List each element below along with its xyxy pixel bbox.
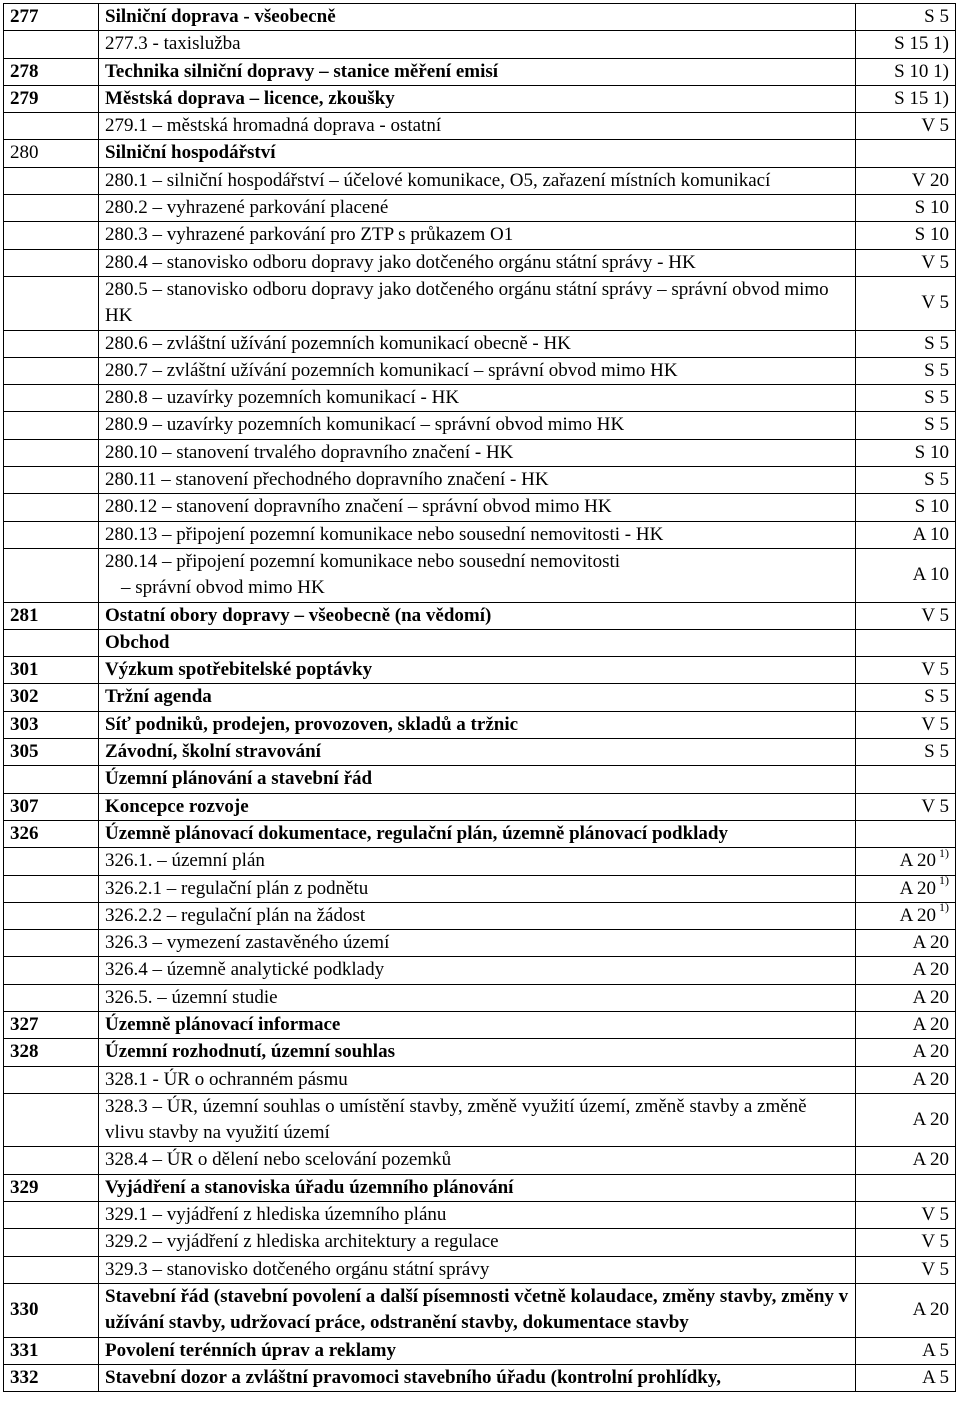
row-description: 280.11 – stanovení přechodného dopravního značení - HK <box>99 467 856 494</box>
retention-mark-text: S 5 <box>924 6 949 27</box>
retention-mark-text: A 20 <box>899 850 936 872</box>
row-description: 329.1 – vyjádření z hlediska územního plánu <box>99 1202 856 1229</box>
table-row <box>4 657 956 684</box>
row-description: 279.1 – městská hromadná doprava - ostatní <box>99 113 856 140</box>
table-row <box>4 113 956 140</box>
row-code <box>4 930 99 957</box>
table-row <box>4 249 956 276</box>
row-code <box>4 385 99 412</box>
retention-mark-text: S 5 <box>924 414 949 436</box>
row-description: 280.10 – stanovení trvalého dopravního značení - HK <box>99 439 856 466</box>
row-description: 280.3 – vyhrazené parkování pro ZTP s průkazem O1 <box>99 222 856 249</box>
row-retention-mark <box>856 1256 956 1283</box>
retention-mark-text: S 15 1) <box>894 33 949 55</box>
row-description: Vyjádření a stanoviska úřadu územního plánování <box>99 1174 856 1201</box>
row-code <box>4 1147 99 1174</box>
retention-mark-text: A 20 <box>912 1109 949 1131</box>
footnote-marker: 1) <box>936 902 949 915</box>
row-description: Obchod <box>99 629 856 656</box>
row-code <box>4 167 99 194</box>
row-code: 279 <box>4 85 99 112</box>
retention-mark-text: V 5 <box>921 292 949 314</box>
retention-mark-text: V 5 <box>921 795 949 817</box>
table-row <box>4 1039 956 1066</box>
retention-mark-text: S 15 1) <box>894 87 949 109</box>
table-row <box>4 793 956 820</box>
row-retention-mark <box>856 984 956 1011</box>
row-retention-mark <box>856 548 956 602</box>
table-row <box>4 820 956 847</box>
retention-mark-text: V 5 <box>921 713 949 735</box>
row-description: 280.9 – uzavírky pozemních komunikací – správní obvod mimo HK <box>99 412 856 439</box>
table-row <box>4 766 956 793</box>
row-retention-mark <box>856 113 956 140</box>
row-description: Tržní agenda <box>99 684 856 711</box>
filing-plan-table <box>3 3 956 1392</box>
row-description: 326.5. – územní studie <box>99 984 856 1011</box>
table-row <box>4 195 956 222</box>
row-code <box>4 984 99 1011</box>
row-code: 303 <box>4 711 99 738</box>
row-description: 280.1 – silniční hospodářství – účelové komunikace, O5, zařazení místních komunikací <box>99 167 856 194</box>
row-retention-mark <box>856 521 956 548</box>
row-code: 307 <box>4 793 99 820</box>
retention-mark-text: A 10 <box>912 523 949 545</box>
retention-mark-text: A 20 <box>912 986 949 1008</box>
table-row <box>4 276 956 330</box>
row-retention-mark <box>856 357 956 384</box>
row-description: 280.7 – zvláštní užívání pozemních komunikací – správní obvod mimo HK <box>99 357 856 384</box>
row-retention-mark <box>856 1011 956 1038</box>
retention-mark-text: S 10 <box>914 441 949 463</box>
row-code <box>4 222 99 249</box>
row-description: Technika silniční dopravy – stanice měření emisí <box>99 58 856 85</box>
row-code: 281 <box>4 602 99 629</box>
row-retention-mark <box>856 957 956 984</box>
row-description: Městská doprava – licence, zkoušky <box>99 85 856 112</box>
row-description: 280.13 – připojení pozemní komunikace nebo sousední nemovitosti - HK <box>99 521 856 548</box>
table-row <box>4 1364 956 1391</box>
row-description: Územně plánovací dokumentace, regulační plán, územně plánovací podklady <box>99 820 856 847</box>
row-retention-mark <box>856 31 956 58</box>
row-description: 277.3 - taxislužba <box>99 31 856 58</box>
retention-mark-text: V 20 <box>911 169 949 191</box>
table-row <box>4 875 956 902</box>
row-code <box>4 548 99 602</box>
row-code: 332 <box>4 1364 99 1391</box>
table-row <box>4 1202 956 1229</box>
row-description: Silniční doprava - všeobecně <box>99 4 856 31</box>
row-retention-mark <box>856 629 956 656</box>
row-code <box>4 1256 99 1283</box>
footnote-marker: 1) <box>936 847 949 860</box>
row-code <box>4 412 99 439</box>
row-description: 326.4 – územně analytické podklady <box>99 957 856 984</box>
retention-mark-text: A 20 <box>899 904 936 926</box>
row-retention-mark <box>856 140 956 167</box>
row-retention-mark <box>856 467 956 494</box>
row-description <box>99 548 856 602</box>
row-code <box>4 875 99 902</box>
table-row <box>4 439 956 466</box>
row-code <box>4 1229 99 1256</box>
table-row <box>4 1066 956 1093</box>
row-retention-mark <box>856 1066 956 1093</box>
table-row <box>4 902 956 929</box>
row-code: 305 <box>4 739 99 766</box>
row-code: 278 <box>4 58 99 85</box>
row-code <box>4 1202 99 1229</box>
table-row <box>4 548 956 602</box>
row-code: 329 <box>4 1174 99 1201</box>
retention-mark-text: V 5 <box>921 1231 949 1253</box>
row-retention-mark <box>856 1039 956 1066</box>
row-retention-mark <box>856 1337 956 1364</box>
row-retention-mark <box>856 195 956 222</box>
retention-mark-text: A 20 <box>912 932 949 954</box>
row-description: 326.3 – vymezení zastavěného území <box>99 930 856 957</box>
row-code <box>4 957 99 984</box>
retention-mark-text: V 5 <box>921 604 949 626</box>
row-description: 329.2 – vyjádření z hlediska architektury a regulace <box>99 1229 856 1256</box>
table-row <box>4 1256 956 1283</box>
table-row <box>4 1093 956 1147</box>
row-description: 326.1. – územní plán <box>99 848 856 875</box>
row-description: 328.3 – ÚR, územní souhlas o umístění stavby, změně využití území, změně stavby a změně vlivu stavby na využití území <box>99 1093 856 1147</box>
retention-mark-text: A 10 <box>912 564 949 586</box>
row-description: 329.3 – stanovisko dotčeného orgánu státní správy <box>99 1256 856 1283</box>
row-code <box>4 494 99 521</box>
row-description: Stavební řád (stavební povolení a další písemnosti včetně kolaudace, změny stavby, změny v užívání stavby, udržovací práce, odstranění stavby, dokumentace stavby <box>99 1283 856 1337</box>
row-description: 280.5 – stanovisko odboru dopravy jako dotčeného orgánu státní správy – správní obvod mimo HK <box>99 276 856 330</box>
table-row <box>4 629 956 656</box>
row-retention-mark <box>856 1093 956 1147</box>
row-retention-mark <box>856 902 956 929</box>
retention-mark-text: A 20 <box>912 1041 949 1063</box>
retention-mark-text: V 5 <box>921 251 949 273</box>
row-code <box>4 249 99 276</box>
table-row <box>4 930 956 957</box>
row-retention-mark <box>856 412 956 439</box>
row-description: Územní plánování a stavební řád <box>99 766 856 793</box>
row-retention-mark <box>856 1283 956 1337</box>
row-code <box>4 276 99 330</box>
retention-mark-text: S 5 <box>924 469 949 491</box>
row-code <box>4 439 99 466</box>
row-retention-mark <box>856 85 956 112</box>
row-retention-mark <box>856 439 956 466</box>
retention-mark-text: S 10 1) <box>894 60 949 82</box>
row-code <box>4 629 99 656</box>
table-row <box>4 1147 956 1174</box>
row-retention-mark <box>856 657 956 684</box>
row-code: 328 <box>4 1039 99 1066</box>
row-code <box>4 113 99 140</box>
retention-mark-text: A 20 <box>912 1013 949 1035</box>
row-code <box>4 1066 99 1093</box>
table-row <box>4 58 956 85</box>
table-row <box>4 140 956 167</box>
row-retention-mark <box>856 766 956 793</box>
row-retention-mark <box>856 1364 956 1391</box>
retention-mark-text: S 10 <box>914 496 949 518</box>
table-row <box>4 330 956 357</box>
table-row <box>4 1011 956 1038</box>
table-row <box>4 31 956 58</box>
row-code <box>4 1093 99 1147</box>
row-retention-mark <box>856 1229 956 1256</box>
row-retention-mark <box>856 1174 956 1201</box>
table-row <box>4 739 956 766</box>
row-code: 326 <box>4 820 99 847</box>
row-retention-mark <box>856 930 956 957</box>
table-row <box>4 357 956 384</box>
table-row <box>4 602 956 629</box>
row-retention-mark <box>856 58 956 85</box>
row-description: Územní rozhodnutí, územní souhlas <box>99 1039 856 1066</box>
row-description: 328.4 – ÚR o dělení nebo scelování pozemků <box>99 1147 856 1174</box>
row-retention-mark <box>856 739 956 766</box>
row-description: 280.8 – uzavírky pozemních komunikací - HK <box>99 385 856 412</box>
row-retention-mark <box>856 167 956 194</box>
table-row <box>4 222 956 249</box>
row-retention-mark <box>856 1147 956 1174</box>
table-row <box>4 848 956 875</box>
row-retention-mark <box>856 330 956 357</box>
retention-mark-text: S 5 <box>924 741 949 763</box>
table-row <box>4 85 956 112</box>
retention-mark-text: S 5 <box>924 387 949 409</box>
row-description: 326.2.2 – regulační plán na žádost <box>99 902 856 929</box>
retention-mark-text: A 20 <box>912 1149 949 1171</box>
row-retention-mark <box>856 276 956 330</box>
table-row <box>4 1229 956 1256</box>
table-row <box>4 1174 956 1201</box>
row-code: 327 <box>4 1011 99 1038</box>
row-description-line1: 280.14 – připojení pozemní komunikace nebo sousední nemovitosti <box>105 550 621 572</box>
table-row <box>4 957 956 984</box>
retention-mark-text: V 5 <box>921 115 949 137</box>
retention-mark-text: V 5 <box>921 1258 949 1280</box>
row-description: Koncepce rozvoje <box>99 793 856 820</box>
row-description: Ostatní obory dopravy – všeobecně (na vědomí) <box>99 602 856 629</box>
row-retention-mark <box>856 848 956 875</box>
row-description: Povolení terénních úprav a reklamy <box>99 1337 856 1364</box>
row-code <box>4 357 99 384</box>
retention-mark-text: A 20 <box>912 959 949 981</box>
row-retention-mark <box>856 875 956 902</box>
table-body <box>4 4 956 1392</box>
row-code <box>4 848 99 875</box>
table-row <box>4 467 956 494</box>
row-retention-mark <box>856 793 956 820</box>
row-description: 328.1 - ÚR o ochranném pásmu <box>99 1066 856 1093</box>
table-row <box>4 521 956 548</box>
row-description: 280.6 – zvláštní užívání pozemních komunikací obecně - HK <box>99 330 856 357</box>
table-row <box>4 1337 956 1364</box>
retention-mark-text: A 20 <box>899 877 936 899</box>
retention-mark-text: S 5 <box>924 332 949 354</box>
row-description: Územně plánovací informace <box>99 1011 856 1038</box>
row-code: 277 <box>4 4 99 31</box>
row-retention-mark <box>856 249 956 276</box>
row-code <box>4 766 99 793</box>
row-code <box>4 31 99 58</box>
row-code: 302 <box>4 684 99 711</box>
row-code <box>4 195 99 222</box>
table-row <box>4 984 956 1011</box>
row-description: Výzkum spotřebitelské poptávky <box>99 657 856 684</box>
table-row <box>4 711 956 738</box>
row-retention-mark <box>856 1202 956 1229</box>
retention-mark-text: A 20 <box>912 1068 949 1090</box>
retention-mark-text: A 5 <box>922 1339 949 1361</box>
row-retention-mark <box>856 602 956 629</box>
row-retention-mark <box>856 222 956 249</box>
table-row <box>4 412 956 439</box>
retention-mark-text: V 5 <box>921 659 949 681</box>
retention-mark-text: A 5 <box>922 1366 949 1388</box>
table-row <box>4 684 956 711</box>
row-description: Závodní, školní stravování <box>99 739 856 766</box>
retention-mark-text: S 10 <box>914 197 949 219</box>
row-description: 326.2.1 – regulační plán z podnětu <box>99 875 856 902</box>
row-code <box>4 521 99 548</box>
row-description: 280.2 – vyhrazené parkování placené <box>99 195 856 222</box>
row-code: 331 <box>4 1337 99 1364</box>
table-row <box>4 1283 956 1337</box>
row-code: 301 <box>4 657 99 684</box>
row-code <box>4 902 99 929</box>
row-retention-mark <box>856 385 956 412</box>
row-retention-mark <box>856 684 956 711</box>
retention-mark-text: S 10 <box>914 224 949 246</box>
table-row <box>4 4 956 31</box>
row-retention-mark <box>856 4 956 31</box>
retention-mark-text: S 5 <box>924 686 949 708</box>
row-retention-mark <box>856 494 956 521</box>
row-description-line2: – správní obvod mimo HK <box>121 577 325 599</box>
row-code <box>4 330 99 357</box>
row-description: Stavební dozor a zvláštní pravomoci stavebního úřadu (kontrolní prohlídky, <box>99 1364 856 1391</box>
row-code: 330 <box>4 1283 99 1337</box>
footnote-marker: 1) <box>936 875 949 888</box>
row-retention-mark <box>856 711 956 738</box>
row-description: Silniční hospodářství <box>99 140 856 167</box>
table-row <box>4 385 956 412</box>
row-code: 280 <box>4 140 99 167</box>
row-code <box>4 467 99 494</box>
retention-mark-text: S 5 <box>924 359 949 381</box>
retention-mark-text: A 20 <box>912 1299 949 1321</box>
row-description: 280.12 – stanovení dopravního značení – správní obvod mimo HK <box>99 494 856 521</box>
table-row <box>4 494 956 521</box>
retention-mark-text: V 5 <box>921 1204 949 1226</box>
row-description: Síť podniků, prodejen, provozoven, skladů a tržnic <box>99 711 856 738</box>
row-description: 280.4 – stanovisko odboru dopravy jako dotčeného orgánu státní správy - HK <box>99 249 856 276</box>
row-retention-mark <box>856 820 956 847</box>
table-row <box>4 167 956 194</box>
